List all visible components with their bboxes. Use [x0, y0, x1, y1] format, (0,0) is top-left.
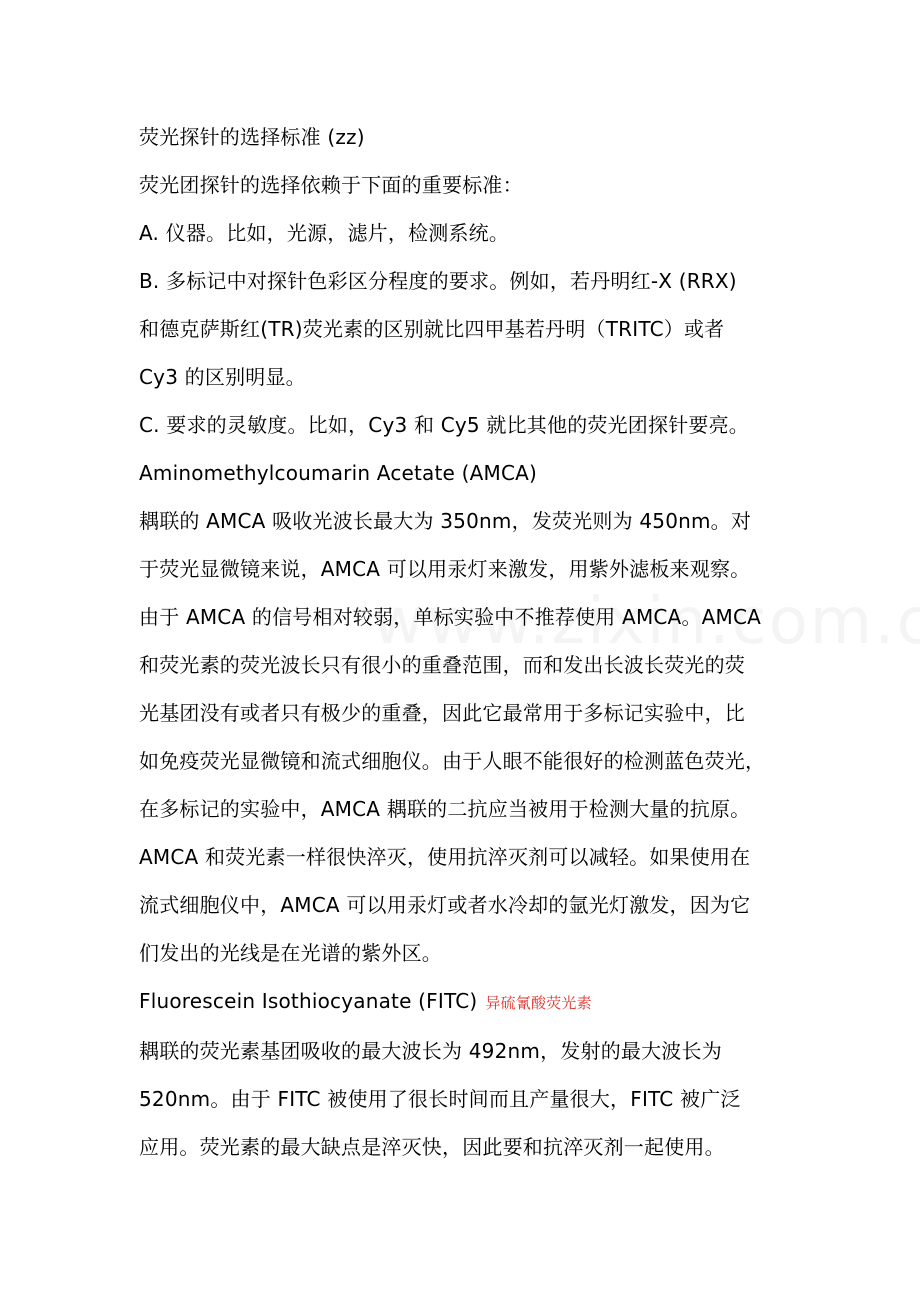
- amca-heading: [139, 449, 799, 497]
- text-line: Cy3 的区别明显。: [139, 365, 306, 389]
- text-line: 于荧光显微镜来说，AMCA 可以用汞灯来激发，用紫外滤板来观察。: [139, 557, 751, 581]
- criterion-a: [139, 209, 799, 257]
- text-line: C. 要求的灵敏度。比如，Cy3 和 Cy5 就比其他的荧光团探针要亮。: [139, 413, 750, 437]
- amca-paragraph: [139, 497, 799, 977]
- fitc-heading-text: Fluorescein Isothiocyanate (FITC): [139, 989, 478, 1013]
- fitc-heading: [139, 977, 799, 1027]
- text-line: B. 多标记中对探针色彩区分程度的要求。例如，若丹明红-X (RRX): [139, 269, 737, 293]
- text-line: Aminomethylcoumarin Acetate (AMCA): [139, 461, 538, 485]
- text-line: 应用。荧光素的最大缺点是淬灭快，因此要和抗淬灭剂一起使用。: [139, 1135, 725, 1159]
- text-line: 荧光团探针的选择依赖于下面的重要标准：: [139, 173, 523, 197]
- text-line: 和荧光素的荧光波长只有很小的重叠范围，而和发出长波长荧光的荧: [139, 653, 745, 677]
- fitc-paragraph: [139, 1027, 799, 1171]
- text-line: 如免疫荧光显微镜和流式细胞仪。由于人眼不能很好的检测蓝色荧光，: [139, 749, 766, 773]
- text-line: 由于 AMCA 的信号相对较弱，单标实验中不推荐使用 AMCA。AMCA: [139, 605, 762, 629]
- criterion-c: [139, 401, 799, 449]
- text-line: 耦联的荧光素基团吸收的最大波长为 492nm，发射的最大波长为: [139, 1039, 722, 1063]
- text-line: 520nm。由于 FITC 被使用了很长时间而且产量很大，FITC 被广泛: [139, 1087, 741, 1111]
- text-line: 流式细胞仪中，AMCA 可以用汞灯或者水冷却的氩光灯激发，因为它: [139, 893, 751, 917]
- text-line: 和德克萨斯红(TR)荧光素的区别就比四甲基若丹明（TRITC）或者: [139, 317, 725, 341]
- document-title: [139, 113, 799, 161]
- text-line: 耦联的 AMCA 吸收光波长最大为 350nm，发荧光则为 450nm。对: [139, 509, 752, 533]
- fitc-heading-line: [139, 977, 799, 1027]
- fitc-annotation: 异硫氰酸荧光素: [485, 994, 592, 1012]
- text-line: 荧光探针的选择标准 (zz): [139, 125, 365, 149]
- text-line: 在多标记的实验中，AMCA 耦联的二抗应当被用于检测大量的抗原。: [139, 797, 751, 821]
- criterion-b: [139, 257, 799, 401]
- document-page: [139, 113, 799, 1171]
- text-line: 光基团没有或者只有极少的重叠，因此它最常用于多标记实验中，比: [139, 701, 745, 725]
- text-line: AMCA 和荧光素一样很快淬灭，使用抗淬灭剂可以减轻。如果使用在: [139, 845, 751, 869]
- text-line: 们发出的光线是在光谱的紫外区。: [139, 941, 442, 965]
- text-line: A. 仪器。比如，光源，滤片，检测系统。: [139, 221, 510, 245]
- criteria-intro: [139, 161, 799, 209]
